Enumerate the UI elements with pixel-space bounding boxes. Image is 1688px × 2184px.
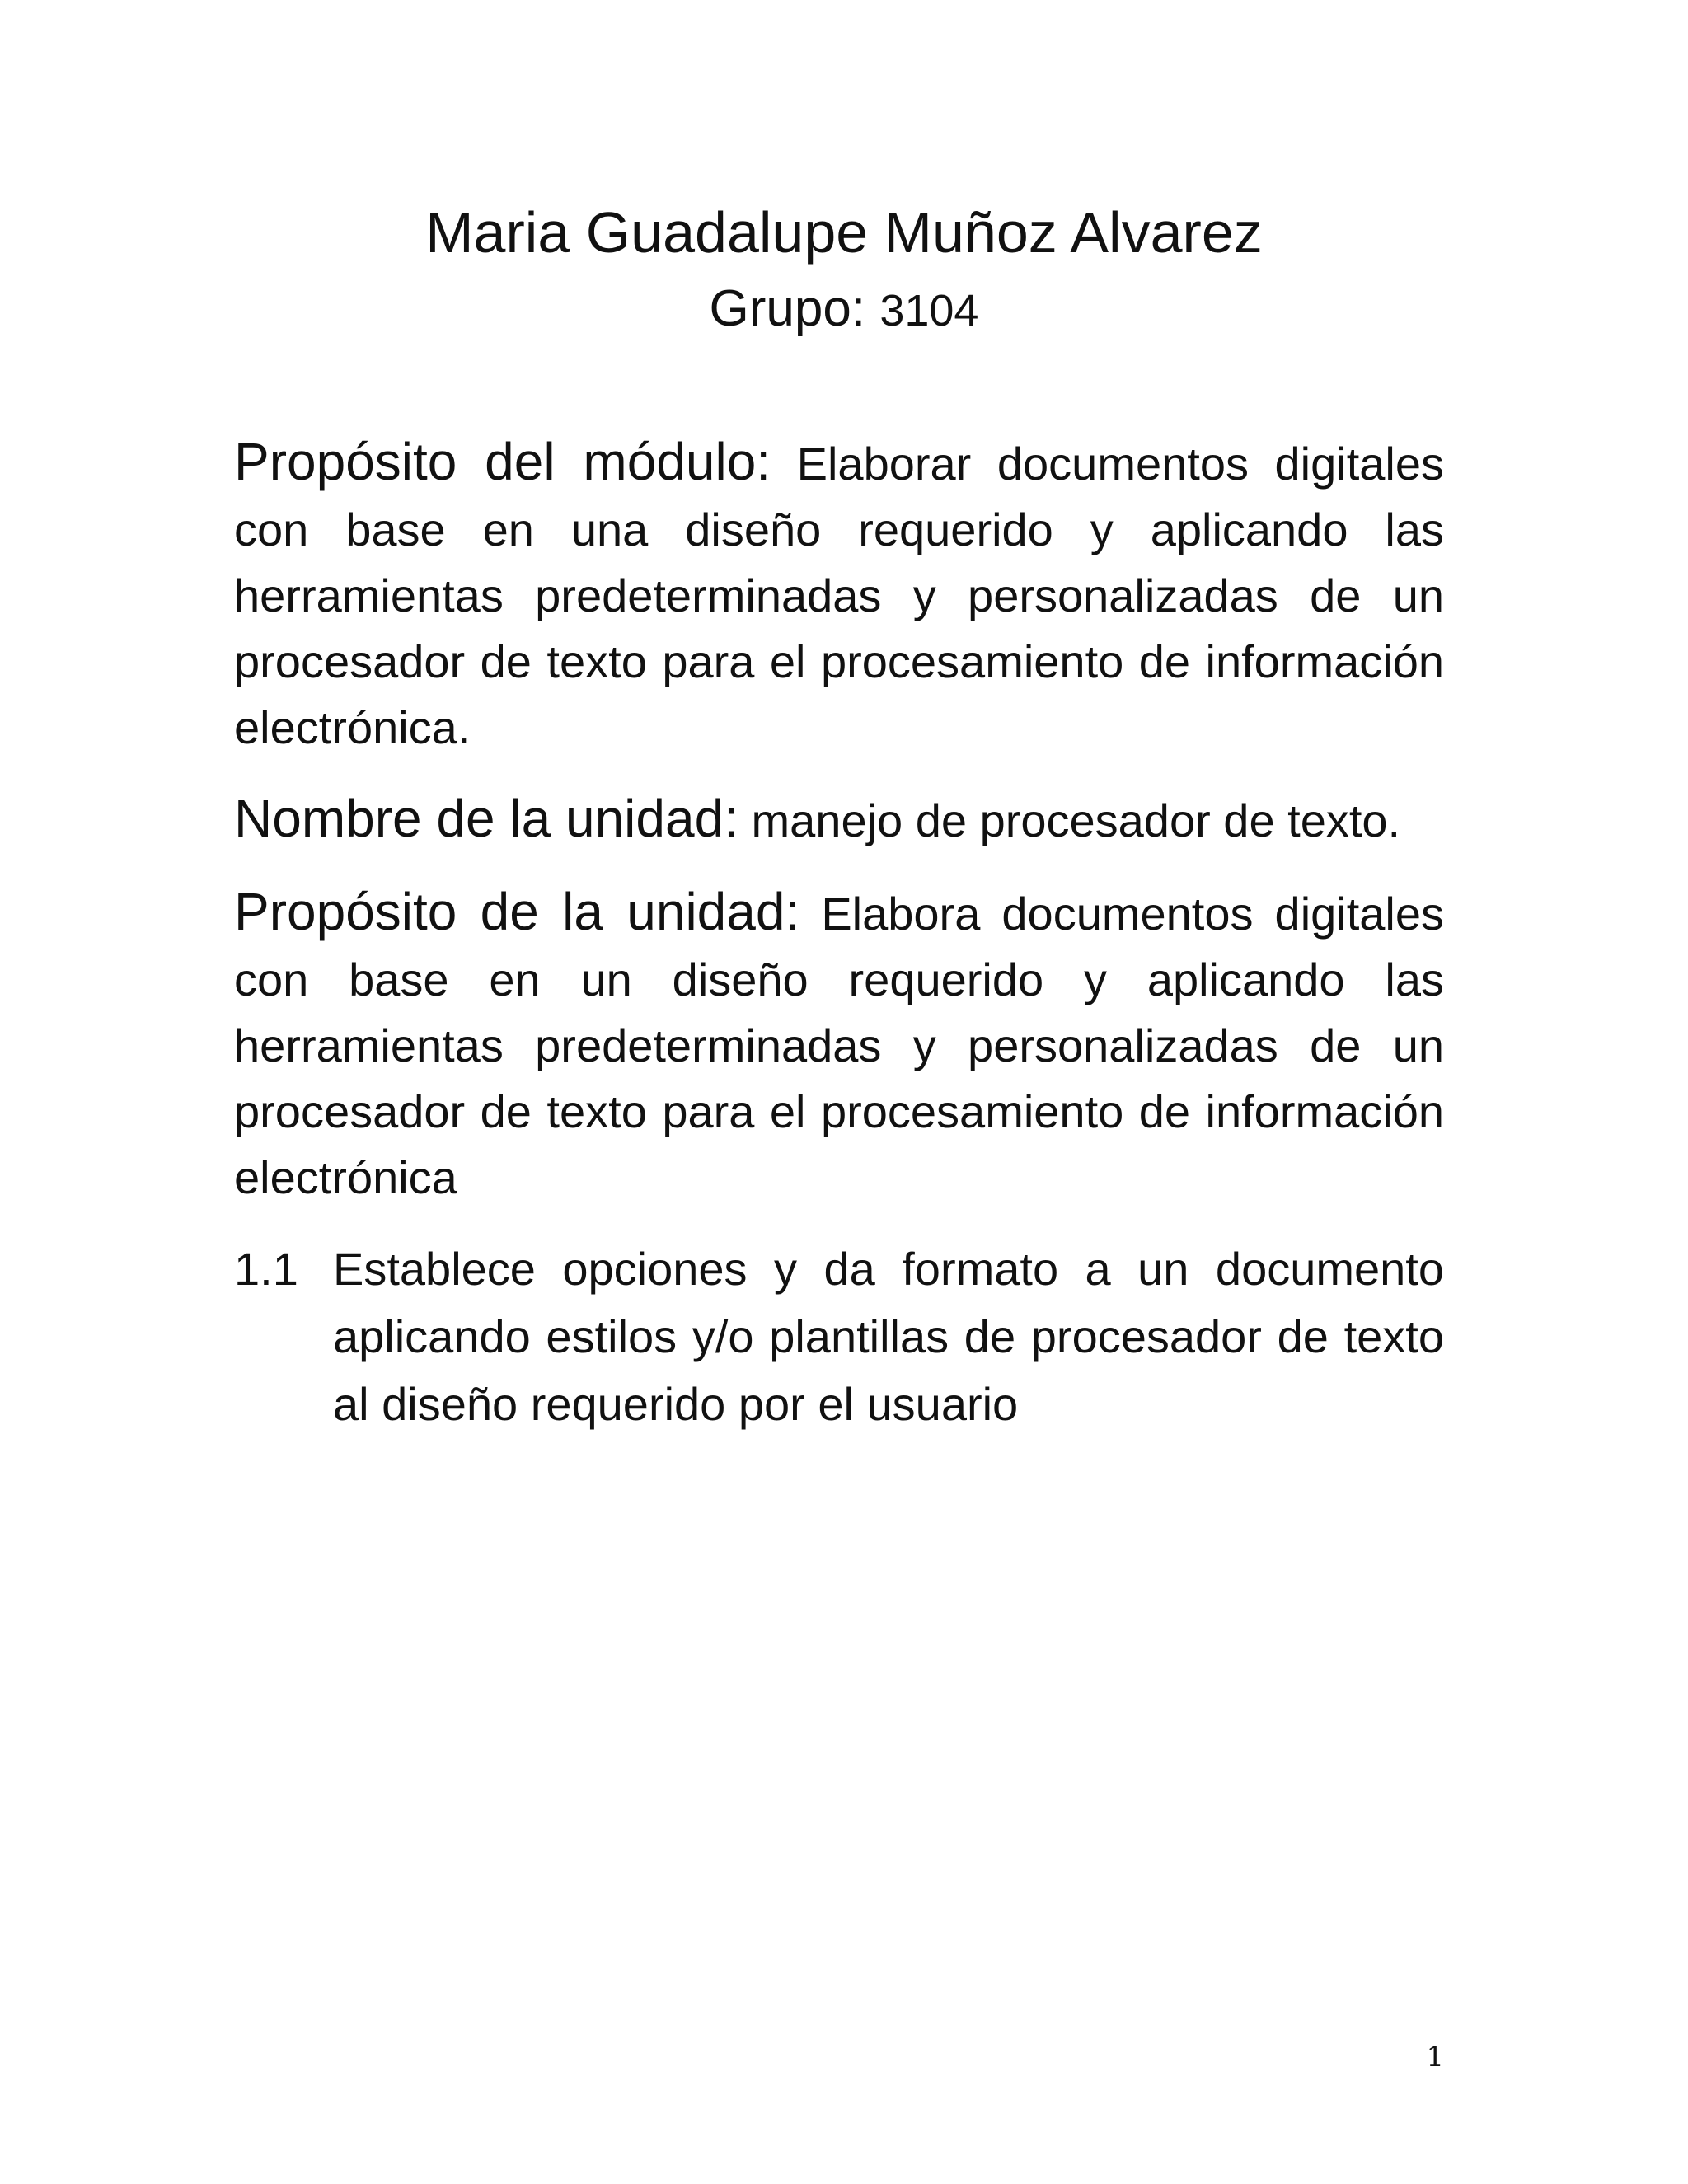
module-purpose-paragraph	[234, 429, 1444, 761]
module-purpose-label: Propósito del módulo:	[234, 432, 771, 491]
module-purpose-text: Elaborar documentos digitales con base en una diseño requerido y aplicando las herramientas predeterminadas y personalizadas de un procesador de texto para el procesamiento de información electrónica.	[234, 438, 1444, 753]
group-line	[0, 272, 1688, 348]
page-number: 1	[1426, 2041, 1444, 2074]
group-label: Grupo:	[709, 280, 866, 337]
author-name: Maria Guadalupe Muñoz Alvarez	[425, 200, 1263, 265]
unit-purpose-text: Elabora documentos digitales con base en un diseño requerido y aplicando las herramientas predeterminadas y personalizadas de un procesador de texto para el procesamiento de información electrónica	[234, 888, 1445, 1203]
list-item	[234, 1235, 1444, 1438]
unit-name-paragraph	[234, 785, 1444, 854]
list-item-text: Establece opciones y da formato a un documento aplicando estilos y/o plantillas de procesador de texto al diseño requerido por el usuario	[333, 1243, 1444, 1430]
unit-purpose-label: Propósito de la unidad:	[234, 882, 800, 941]
unit-purpose-paragraph	[234, 879, 1444, 1211]
list-item-number: 1.1	[234, 1243, 298, 1295]
group-number: 3104	[879, 286, 979, 335]
document-body	[234, 429, 1444, 1438]
unit-name-text: manejo de procesador de texto.	[751, 794, 1401, 846]
unit-name-label: Nombre de la unidad:	[234, 789, 738, 848]
